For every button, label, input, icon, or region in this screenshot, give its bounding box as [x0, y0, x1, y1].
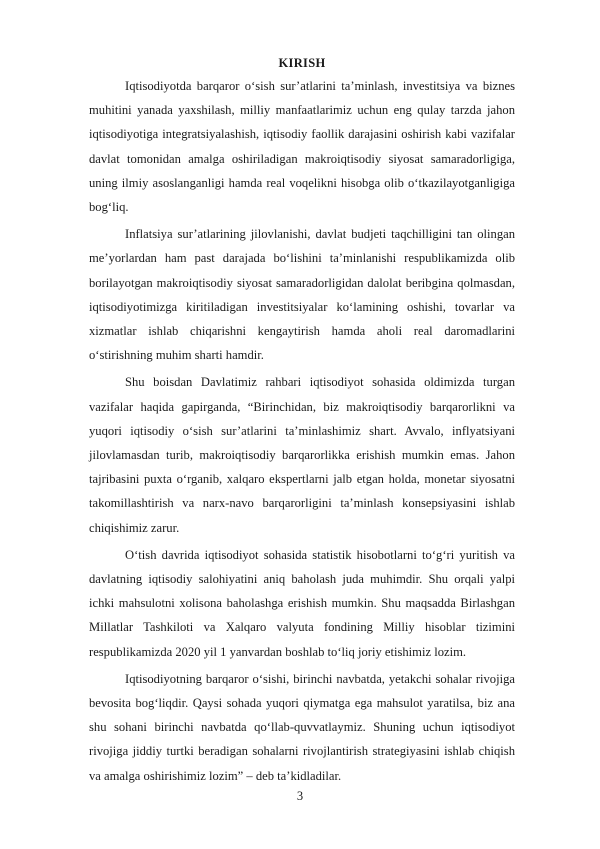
paragraph-2: Inflatsiya sur’atlarining jilovlanishi, davlat budjeti taqchilligini tan olingan me’yorlardan ham past darajada bo‘lishini ta’minlanishi respublikamizda olib borilayotgan makroiqtisodiy siyosat samaradorligidan dalolat beribgina qolmasdan, iqtisodiyotimizga kiritiladigan investitsiyalar ko‘lamining oshishi, tovarlar va xizmatlar ishlab chiqarishni kengaytirish hamda aholi real daromadlarini o‘stirishning muhim sharti hamdir.	[89, 227, 515, 363]
paragraph-4: O‘tish davrida iqtisodiyot sohasida statistik hisobotlarni to‘g‘ri yuritish va davlatning iqtisodiy salohiyatini aniq baholash juda muhimdir. Shu orqali yalpi ichki mahsulotni xolisona baholashga erishish mumkin. Shu maqsadda Birlashgan Millatlar Tashkiloti va Xalqaro valyuta fondining Milliy hisoblar tizimini respublikamizda 2020 yil 1 yanvardan boshlab to‘liq joriy etishimiz lozim.	[89, 547, 515, 659]
paragraph-5: Iqtisodiyotning barqaror o‘sishi, birinchi navbatda, yetakchi sohalar rivojiga bevosita bog‘liqdir. Qaysi sohada yuqori qiymatga ega mahsulot yaratilsa, biz ana shu sohani birinchi navbatda qo‘llab-quvvatlaymiz. Shuning uchun iqtisodiyot rivojiga jiddiy turtki beradigan sohalarni rivojlantirish strategiyasini ishlab chiqish va amalga oshirishimiz lozim” – deb ta’kidladilar.	[89, 671, 515, 783]
paragraph-3: Shu boisdan Davlatimiz rahbari iqtisodiyot sohasida oldimizda turgan vazifalar haqida gapirganda, “Birinchidan, biz makroiqtisodiy barqarorlikni va yuqori iqtisodiy o‘sish sur’atlarini ta’minlashimiz shart. Avvalo, inflyatsiyani jilovlamasdan turib, makroiqtisodiy barqarorlikka erishish mumkin emas. Jahon tajribasini puxta o‘rganib, xalqaro ekspertlarni jalb etgan holda, monetar siyosatni takomillashtirish va narx-navo barqarorligini ta’minlash konsepsiyasini ishlab chiqishimiz zarur.	[89, 375, 515, 535]
section-heading: KIRISH	[278, 56, 326, 70]
page-number: 3	[296, 789, 304, 803]
paragraph-1: Iqtisodiyotda barqaror o‘sish sur’atlarini ta’minlash, investitsiya va biznes muhitini yanada yaxshilash, milliy manfaatlarimiz uchun eng qulay tarzda jahon iqtisodiyotiga integratsiyalashish, iqtisodiy faollik darajasini oshirish kabi vazifalar davlat tomonidan amalga oshiriladigan makroiqtisodiy siyosat samaradorligiga, uning ilmiy asoslanganligi hamda real voqelikni hisobga olib o‘tkazilayotganligiga bog‘liq.	[89, 79, 515, 215]
